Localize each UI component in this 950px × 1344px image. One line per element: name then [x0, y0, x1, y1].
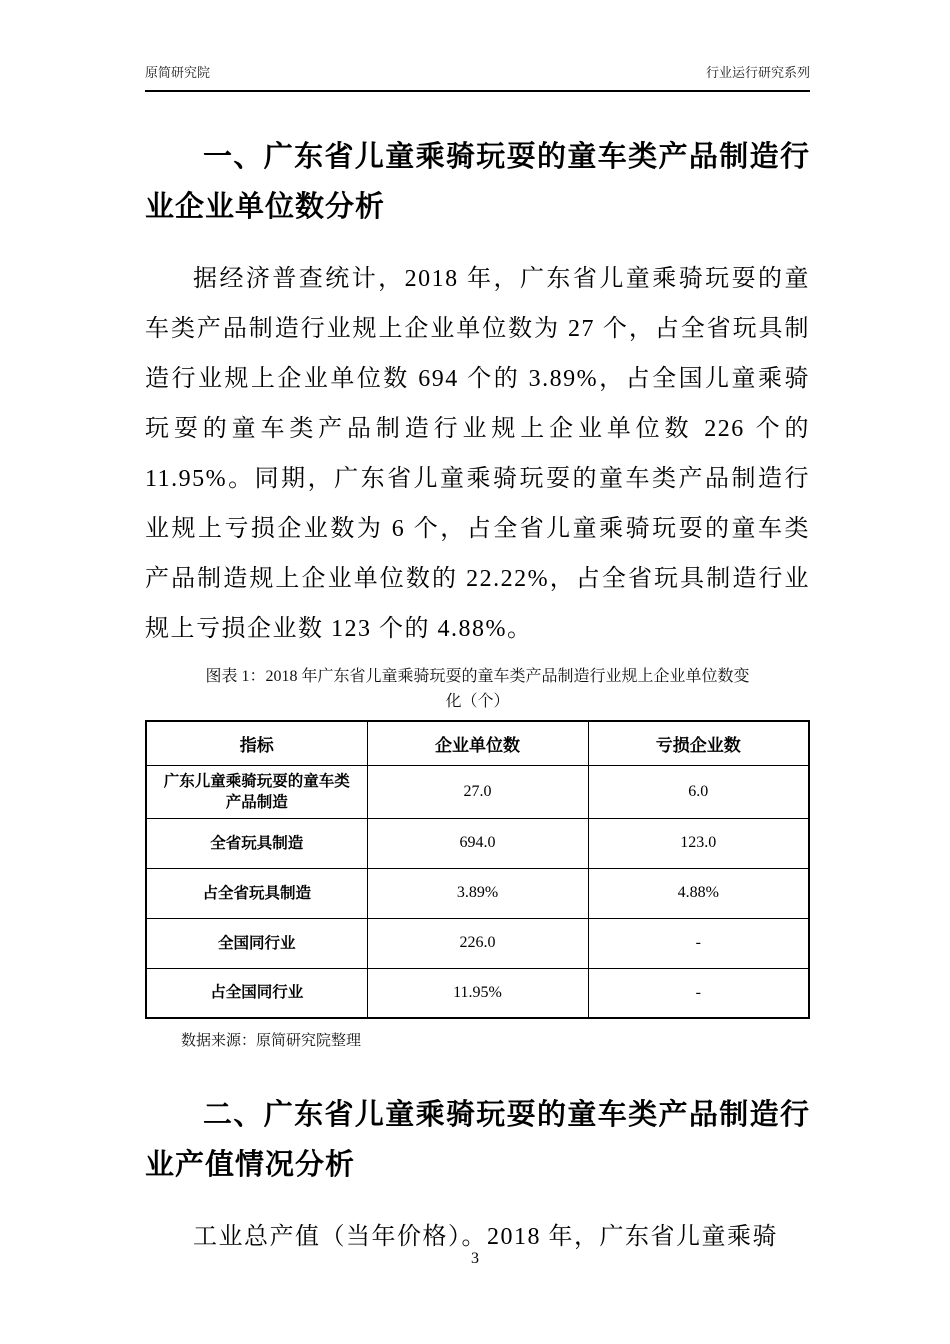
table-caption-line-2: 化（个） — [445, 693, 510, 710]
row-indicator: 广东儿童乘骑玩耍的童车类产品制造 — [146, 765, 367, 818]
table-row — [146, 918, 809, 968]
section-1-paragraph: 据经济普查统计，2018 年，广东省儿童乘骑玩耍的童车类产品制造行业规上企业单位数为 27 个，占全省玩具制造行业规上企业单位数 694 个的 3.89%，占全国儿童乘骑玩耍的童车类产品制造行业规上企业单位数 226 个的 11.95%。同期，广东省儿童乘骑玩耍的童车类产品制造行业规上亏损企业数为 6 个，占全省儿童乘骑玩耍的童车类产品制造规上企业单位数的 22.22%，占全省玩具制造行业规上亏损企业数 123 个的 4.88%。 — [145, 266, 810, 642]
row-value: 123.0 — [588, 818, 809, 868]
row-indicator: 全国同行业 — [146, 918, 367, 968]
header-right-text: 行业运行研究系列 — [705, 65, 810, 80]
row-value: 27.0 — [367, 765, 588, 818]
table-row — [146, 968, 809, 1018]
table-caption — [145, 664, 810, 714]
row-value: 226.0 — [367, 918, 588, 968]
row-value: - — [588, 918, 809, 968]
column-header-enterprise-units: 企业单位数 — [367, 721, 588, 765]
row-indicator: 全省玩具制造 — [146, 818, 367, 868]
row-indicator: 占全国同行业 — [146, 968, 367, 1018]
header-left-text: 原简研究院 — [145, 65, 211, 80]
section-2-title: 二、广东省儿童乘骑玩耍的童车类产品制造行业产值情况分析 — [145, 1099, 810, 1181]
table-row — [146, 868, 809, 918]
section-2-paragraph: 工业总产值（当年价格）。2018 年，广东省儿童乘骑 — [193, 1224, 778, 1250]
row-value: 11.95% — [367, 968, 588, 1018]
table-header-row — [146, 721, 809, 765]
row-value: 694.0 — [367, 818, 588, 868]
enterprise-units-table — [145, 720, 810, 1019]
table-row — [146, 818, 809, 868]
row-value: 4.88% — [588, 868, 809, 918]
row-value: - — [588, 968, 809, 1018]
column-header-indicator: 指标 — [146, 721, 367, 765]
row-indicator: 占全省玩具制造 — [146, 868, 367, 918]
row-value: 3.89% — [367, 868, 588, 918]
data-source-note: 数据来源：原简研究院整理 — [181, 1033, 362, 1049]
row-value: 6.0 — [588, 765, 809, 818]
column-header-loss-enterprises: 亏损企业数 — [588, 721, 809, 765]
page-number: 3 — [471, 1250, 479, 1267]
table-row — [146, 765, 809, 818]
table-caption-line-1: 图表 1：2018 年广东省儿童乘骑玩耍的童车类产品制造行业规上企业单位数变 — [205, 668, 750, 685]
page-header — [145, 62, 810, 92]
section-1-title: 一、广东省儿童乘骑玩耍的童车类产品制造行业企业单位数分析 — [145, 141, 810, 223]
